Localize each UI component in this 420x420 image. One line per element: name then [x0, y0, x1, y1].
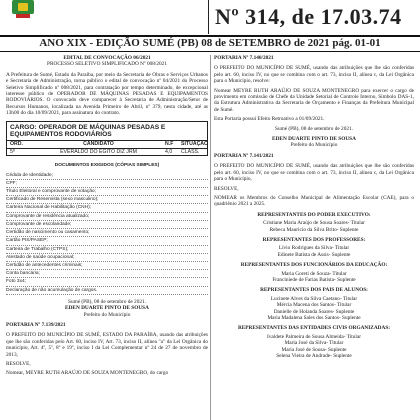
portaria-title: PORTARIA Nº 7.139/2021	[6, 321, 66, 328]
council-member: Lucinete Alves da Silva Caetano- Titular	[270, 295, 358, 302]
required-documents	[6, 162, 208, 294]
place-date: Sumé (PB), 08 de setembro de 2021.	[275, 125, 353, 132]
document-item	[6, 237, 208, 245]
document-item	[6, 172, 208, 180]
document-item	[6, 180, 208, 188]
place-date: Sumé (PB), 08 de setembro de 2021.	[68, 298, 146, 305]
document-label: Carteira Nacional de Habilitação (CNH);	[6, 205, 92, 211]
document-label: Cédula de Identidade;	[6, 172, 53, 178]
council-groups	[214, 212, 414, 360]
portaria-title: PORTARIA Nº 7.140/2021	[214, 55, 274, 61]
council-member: Ivaldete Palmeira de Sousa Almeida- Titular	[266, 333, 361, 340]
col-header: N.F	[165, 141, 174, 148]
col-header: CANDIDATO	[83, 141, 114, 148]
council-member: Maria Goreti de Souza- Titular	[281, 270, 347, 277]
document-label: Certidão de nascimento ou casamento;	[6, 230, 90, 236]
document-item	[6, 221, 208, 229]
group-title: REPRESENTANTES DO PODER EXECUTIVO:	[257, 211, 371, 218]
council-member: Danielle de Holanda Soares- Suplente	[273, 308, 355, 315]
nomear-text: Nomear MEYRE RUTH ARAÚJO DE SOUZA MONTENEGRO para exercer o cargo de provimento em comissão de Chefe da Unidade Setorial de Controle Interno, Símbolo DAS-1, da Estrutura Administrativa da Secretaria de Orçamento e Finanças da Prefeitura Municipal de Sumé.	[214, 87, 414, 113]
signer-name: EDEN DUARTE PINTO DE SOUSA	[65, 305, 149, 312]
group-title: REPRESENTANTES DOS FUNCIONÁRIOS DA EDUCAÇÃO:	[240, 262, 388, 269]
coat-of-arms-ribbon-icon	[16, 14, 30, 18]
council-member: Maria José de Sousa- Suplente	[281, 346, 347, 353]
candidates-table	[6, 121, 208, 157]
document-item	[6, 262, 208, 270]
document-label: Declaração de não acumulação de cargos.	[6, 287, 98, 293]
municipal-coat-of-arms-icon	[12, 0, 34, 14]
council-member: Selena Vieira de Andrade- Suplente	[276, 353, 352, 360]
document-label: Certidão de antecedentes criminais;	[6, 262, 83, 268]
edital-title: EDITAL DE CONVOCAÇÃO 06/2021	[63, 55, 151, 61]
document-label: Conta bancária;	[6, 271, 40, 277]
left-column	[6, 55, 208, 380]
resolve-label: RESOLVE,	[6, 360, 31, 367]
council-member: Edinete Batista de Assis- Suplente	[277, 251, 351, 258]
council-member: Maria Madalena Sales dos Santos- Suplente	[267, 315, 361, 321]
portaria-text: O PREFEITO DO MUNICÍPIO DE SUMÉ, usando das atribuições que lhe são conferidas pelo art. 60, inciso IV, no que se combina com o art. 73, inciso II, alínea c, da Lei Orgânica para o Município,	[214, 163, 414, 183]
document-item	[6, 188, 208, 196]
masthead	[0, 0, 420, 36]
edital-intro: A Prefeitura de Sumé, Estado da Paraíba, por meio da Secretaria de Obras e Serviços Urbanos e Secretaria de Administração, torna público o edital de convocação nº 04/2021 do Processo Seletivo Simplificado nº 008/2021, para contratação por tempo determinado, de excepcional interesse público de OPERADOR DE MÁQUINAS PESADAS E EQUIPAMENTOS RODOVIÁRIOS. O convocado deve comparecer à Secretaria de Administração/Setor de Recursos Humanos, localizada na Avenida Primeiro de Abril, nº 379, nesta cidade, até as 13h00 do dia 10/09/2021, para assinatura do contrato.	[6, 71, 208, 117]
table-cell: EVERALDO DO EGITO DIZ JRM	[60, 148, 137, 155]
group-title: REPRESENTANTES DOS PROFESSORES:	[262, 236, 366, 243]
document-item	[6, 196, 208, 204]
signer-role: Prefeito do Município	[83, 311, 131, 318]
document-label: CPF;	[6, 180, 17, 186]
council-member: Franciniede de Farias Batista- Suplente	[272, 276, 356, 283]
table-row	[7, 149, 207, 156]
document-label: Foto 3x4;	[6, 279, 26, 285]
col-header: SITUAÇÃO	[181, 141, 209, 148]
effect-text: Esta Portaria possui Efeito Retroativo a 01/09/2021.	[214, 116, 325, 123]
resolve-label: RESOLVE,	[214, 185, 239, 192]
council-member: Rebeca Mauricio da Silva Brito- Suplente	[269, 226, 359, 233]
col-header: ORD.	[10, 141, 23, 148]
table-cell: 4,0	[165, 148, 173, 155]
document-label: Atestado de saúde ocupacional;	[6, 254, 75, 260]
edital-subtitle: PROCESSO SELETIVO SIMPLIFICADO Nº 008/2021	[47, 61, 167, 68]
edition-box	[208, 0, 414, 34]
nomear-text: NOMEAR os Membros do Conselho Municipal de Alimentação Escolar (CAE), para o quadriênio 2021 a 2025.	[214, 194, 414, 208]
signer-role: Prefeito do Município	[290, 142, 338, 149]
document-item	[6, 287, 208, 295]
council-member: Lívio Rodrigues da Silva- Titular	[278, 245, 350, 252]
group-title: REPRESENTANTES DAS ENTIDADES CIVIS ORGANIZADAS:	[237, 325, 391, 332]
document-label: Comprovante de residência atualizado;	[6, 213, 90, 219]
document-label: Cartão PIS/PASEP;	[6, 238, 48, 244]
docs-title: DOCUMENTOS EXIGIDOS (CÓPIAS SIMPLES)	[54, 163, 160, 169]
table-title: CARGO: OPERADOR DE MÁQUINAS PESADAS E EQUIPAMENTOS RODOVIÁRIOS	[7, 122, 207, 142]
document-item	[6, 254, 208, 262]
document-item	[6, 213, 208, 221]
table-cell: CLASS.	[181, 148, 200, 155]
document-label: Comprovante de escolaridade;	[6, 221, 72, 227]
council-member: Maria José da Silva- Titular	[284, 340, 344, 347]
council-member: Mércia Macena dos Santos- Titular	[276, 302, 352, 309]
document-item	[6, 270, 208, 278]
document-item	[6, 278, 208, 286]
signer-name: EDEN DUARTE PINTO DE SOUSA	[272, 136, 356, 143]
council-member: Cristiane Maria Araújo de Sousa Soares- Titular	[263, 220, 365, 227]
document-label: Título Eleitoral e comprovante de votação;	[6, 189, 96, 195]
portaria-text: O PREFEITO DO MUNICÍPIO DE SUMÉ, usando das atribuições que lhe são conferidas pelo art. 60, inciso IV, no que se combina com o art. 73, inciso II, alínea c, da Lei Orgânica para o Município, resolve:	[214, 65, 414, 85]
table-header-row	[7, 141, 207, 149]
portaria-title: PORTARIA Nº 7.141/2021	[214, 152, 274, 159]
header-rule-bottom	[0, 51, 420, 52]
document-label: Certificado de Reservista (sexo masculino);	[6, 197, 99, 203]
table-cell: 5º	[10, 148, 15, 155]
document-label: Carteira de Trabalho (CTPS);	[6, 246, 69, 252]
column-divider	[210, 55, 211, 420]
document-item	[6, 229, 208, 237]
portaria-text: O PREFEITO DO MUNICÍPIO DE SUMÉ, ESTADO DA PARAÍBA, usando das atribuições que lhe são conferidas pelo Art. 60, inciso IV, Art. 73, inciso II, alínea "a" da Lei Orgânica do município, Art. 4º, 5º, 8º e 19º, inciso I da Lei Complementar nº 24 de 27 de novembro de 2013,	[6, 332, 208, 358]
document-item	[6, 204, 208, 212]
group-title: REPRESENTANTES DOS PAIS DE ALUNOS:	[260, 287, 368, 294]
nomear-text: Nomear, MEYRE RUTH ARAÚJO DE SOUZA MONTENEGRO, do cargo	[6, 370, 169, 377]
edition-line: ANO XIX - EDIÇÃO SUMÉ (PB) 08 de SETEMBRO de 2021 pág. 01-01	[39, 37, 381, 49]
edition-number: Nº 314, de 17.03.74	[215, 4, 402, 29]
document-item	[6, 246, 208, 254]
right-column	[214, 55, 414, 359]
docs-list	[6, 172, 208, 295]
